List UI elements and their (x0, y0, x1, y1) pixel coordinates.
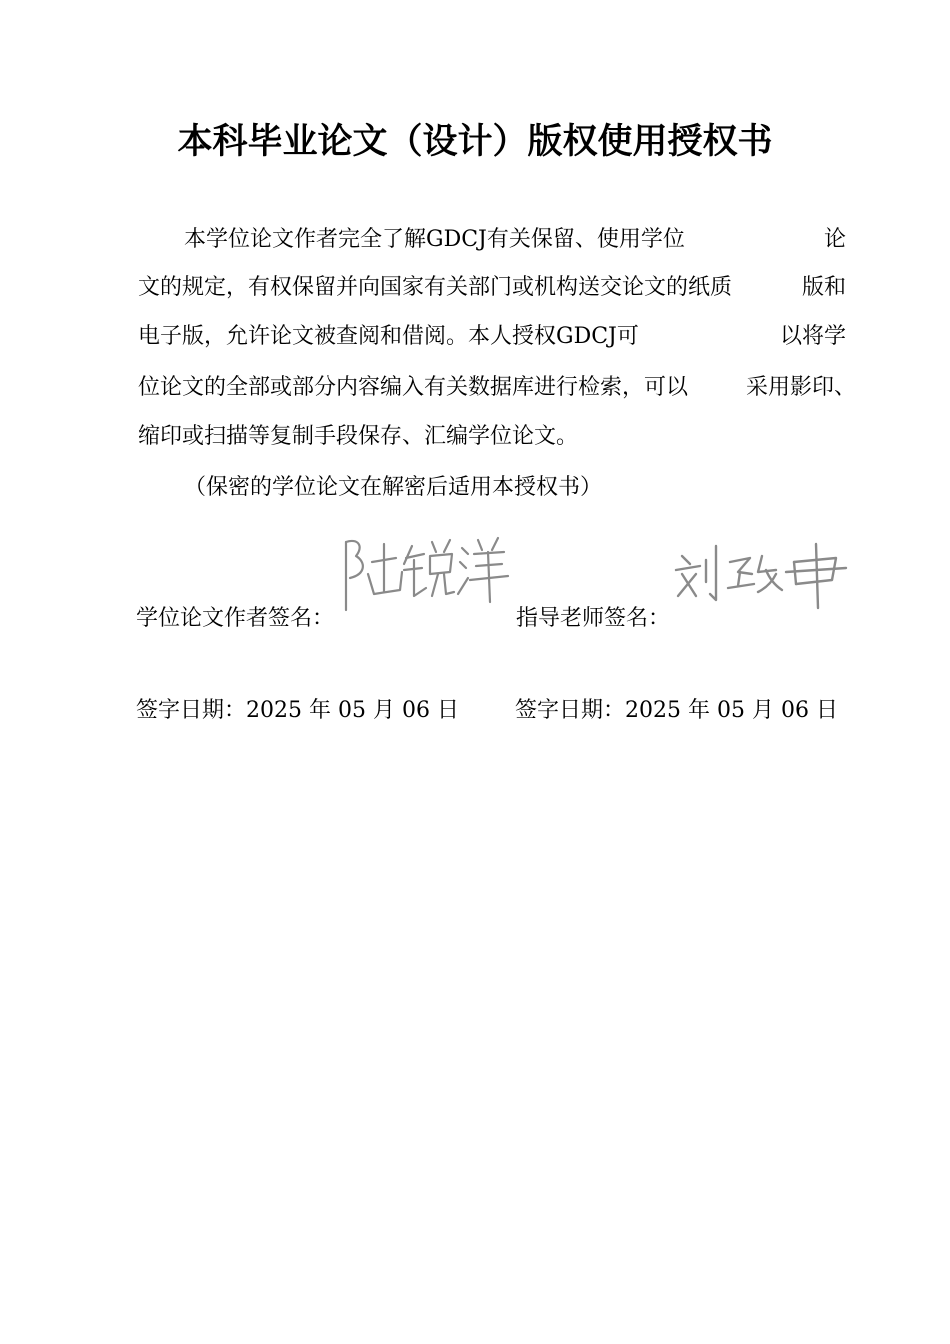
paragraph-line-3-end: 以将学 (779, 324, 846, 349)
document-title: 本科毕业论文（设计）版权使用授权书 (177, 121, 773, 162)
paragraph-line-2-end: 版和 (801, 275, 846, 300)
paragraph-line-5: 缩印或扫描等复制手段保存、汇编学位论文。 (138, 424, 579, 449)
author-signature (338, 522, 518, 617)
author-sign-date: 签字日期：2025 年 05 月 06 日 (136, 698, 459, 723)
paragraph-line-1 (184, 225, 846, 255)
author-signature-label: 学位论文作者签名： (136, 606, 335, 631)
paragraph-line-2-text: 文的规定，有权保留并向国家有关部门或机构送交论文的纸质 (138, 275, 733, 300)
confidentiality-note: （保密的学位论文在解密后适用本授权书） (184, 475, 603, 500)
paragraph-line-4-text: 位论文的全部或部分内容编入有关数据库进行检索，可以 (138, 375, 689, 400)
paragraph-line-4-end: 采用影印、 (745, 375, 856, 400)
paragraph-line-4 (138, 373, 856, 403)
paragraph-line-3 (138, 322, 846, 352)
paragraph-line-2 (138, 273, 846, 303)
advisor-sign-date: 签字日期：2025 年 05 月 06 日 (515, 698, 838, 723)
paragraph-line-1-text: 本学位论文作者完全了解GDCJ有关保留、使用学位 (184, 227, 685, 252)
paragraph-line-1-end: 论 (823, 227, 846, 252)
advisor-signature (672, 538, 852, 623)
advisor-signature-label: 指导老师签名： (516, 606, 671, 631)
paragraph-line-3-text: 电子版，允许论文被查阅和借阅。本人授权GDCJ可 (138, 324, 639, 349)
